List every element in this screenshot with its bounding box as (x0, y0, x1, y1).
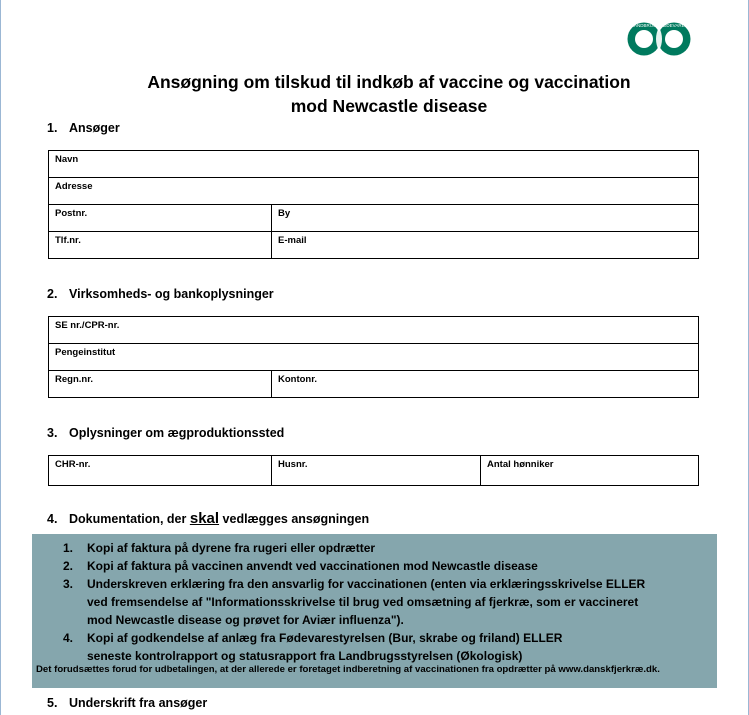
list-item: 3. Underskreven erklæring fra den ansvarlig for vaccinationen (enten via erklæringsskrivelse ELLER ved fremsendelse af "Informationsskrivelse til brug ved omsætning af fjerkræ, som er vaccineret mod Newcastle disease og prøvet for Aviær influenza"). (63, 577, 646, 627)
documentation-list (63, 539, 713, 665)
section-4-heading: 4. Dokumentation, der skal vedlægges ansøgningen (47, 510, 370, 527)
section-2-heading: 2. Virksomheds- og bankoplysninger (47, 287, 274, 301)
se-cpr-field[interactable]: SE nr./CPR-nr. (49, 317, 699, 344)
section-5-heading: 5. Underskrift fra ansøger (47, 696, 208, 710)
business-bank-table (48, 316, 699, 398)
list-item: 1. Kopi af faktura på dyrene fra rugeri eller opdrætter (63, 541, 376, 555)
bank-field[interactable]: Pengeinstitut (49, 344, 699, 371)
email-field[interactable]: E-mail (272, 232, 699, 259)
phone-field[interactable]: Tlf.nr. (49, 232, 272, 259)
list-item: 2. Kopi af faktura på vaccinen anvendt ved vaccinationen mod Newcastle disease (63, 559, 538, 573)
production-site-table (48, 455, 699, 486)
svg-text:LANDBRUG: LANDBRUG (631, 23, 657, 28)
name-field[interactable]: Navn (49, 151, 699, 178)
house-no-field[interactable]: Husnr. (272, 456, 481, 486)
landbrug-foedevarer-logo (618, 17, 700, 61)
title-line-1: Ansøgning om tilskud til indkøb af vaccine og vaccination (147, 72, 631, 92)
applicant-table (48, 150, 699, 259)
address-field[interactable]: Adresse (49, 178, 699, 205)
section-3-heading: 3. Oplysninger om ægproduktionssted (47, 426, 285, 440)
chr-no-field[interactable]: CHR-nr. (49, 456, 272, 486)
section-1-heading: 1. Ansøger (47, 121, 120, 135)
emphasis-skal: skal (189, 510, 220, 527)
reg-no-field[interactable]: Regn.nr. (49, 371, 272, 398)
document-title (1, 70, 749, 118)
postal-code-field[interactable]: Postnr. (49, 205, 272, 232)
account-no-field[interactable]: Kontonr. (272, 371, 699, 398)
list-item: 4. Kopi af godkendelse af anlæg fra Fødevarestyrelsen (Bur, skrabe og friland) ELLER seneste kontrolrapport og statusrapport fra Landbrugsstyrelsen (Økologisk) (63, 631, 563, 663)
hens-count-field[interactable]: Antal hønniker (481, 456, 699, 486)
city-field[interactable]: By (272, 205, 699, 232)
documentation-note: Det forudsættes forud for udbetalingen, at der allerede er foretaget indberetning af vaccinationen fra opdrætter på www.danskfjerkræ.dk. (36, 664, 660, 675)
title-line-2: mod Newcastle disease (290, 96, 488, 116)
svg-text:FØDEVARER: FØDEVARER (660, 23, 688, 28)
